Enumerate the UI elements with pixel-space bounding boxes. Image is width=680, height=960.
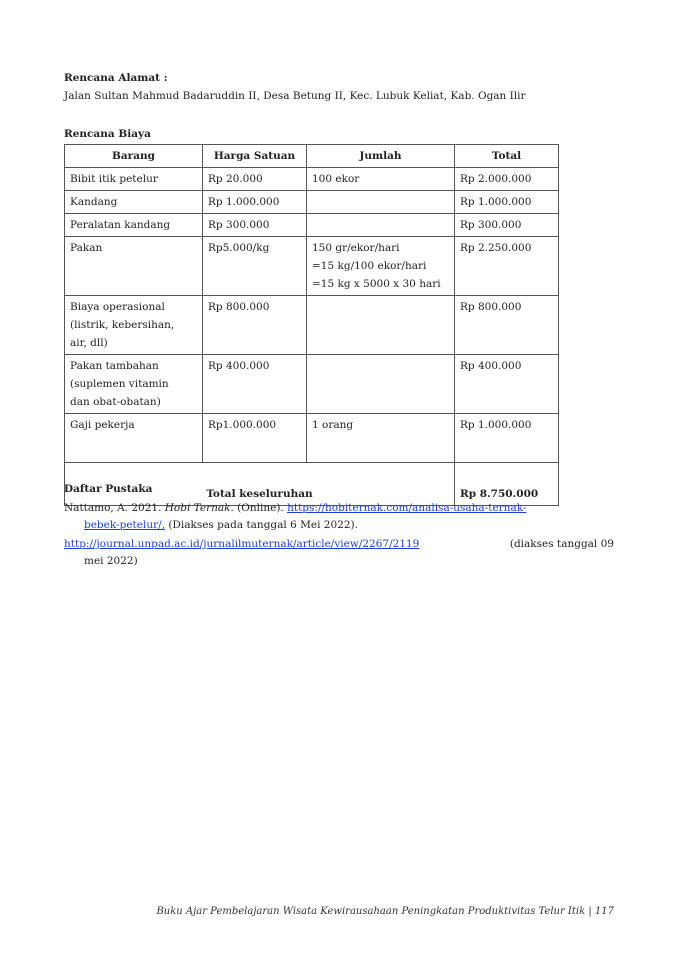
header-harga-satuan: Harga Satuan [203, 145, 307, 168]
cell-barang-line: (listrik, kebersihan, [70, 319, 175, 331]
cell-barang-line: Pakan tambahan [70, 360, 159, 372]
cell-barang [65, 355, 203, 414]
cell-barang-line: (suplemen vitamin [70, 378, 169, 390]
cell-barang-line: Bibit itik petelur [70, 173, 158, 185]
cell-jumlah [307, 237, 455, 296]
reference-1-accessed: (Diakses pada tanggal 6 Mei 2022). [168, 519, 358, 531]
cell-total: Rp 400.000 [455, 355, 559, 414]
cell-total: Rp 800.000 [455, 296, 559, 355]
cell-barang [65, 296, 203, 355]
reference-1-title: Hobi Ternak. [164, 502, 234, 514]
total-value: Rp 8.750.000 [455, 463, 559, 506]
footer-book-title: Buku Ajar Pembelajaran Wisata Kewirausahaan Peningkatan Produktivitas Telur Itik [156, 906, 586, 917]
reference-1 [64, 500, 614, 534]
cell-barang-line: Gaji pekerja [70, 419, 135, 431]
total-label: Total keseluruhan [65, 463, 455, 506]
header-jumlah: Jumlah [307, 145, 455, 168]
cost-table-row [65, 191, 559, 214]
header-barang: Barang [65, 145, 203, 168]
cell-barang-line: Kandang [70, 196, 118, 208]
reference-1-link-cont[interactable]: bebek-petelur/, [84, 519, 165, 531]
cell-harga-satuan: Rp 300.000 [203, 214, 307, 237]
reference-1-link[interactable]: https://hobiternak.com/analisa-usaha-ternak- [287, 502, 527, 514]
cell-total: Rp 1.000.000 [455, 414, 559, 463]
footer-page-number: | 117 [588, 906, 614, 917]
cell-barang-line: dan obat-obatan) [70, 396, 161, 408]
cell-barang-line: air, dll) [70, 337, 108, 349]
cell-jumlah-line: =15 kg/100 ekor/hari [312, 260, 427, 272]
cell-total: Rp 300.000 [455, 214, 559, 237]
cell-total: Rp 2.000.000 [455, 168, 559, 191]
cost-table-row [65, 414, 559, 463]
cell-barang-line: Biaya operasional [70, 301, 165, 313]
cost-table [64, 144, 559, 506]
reference-2-accessed-cont: mei 2022) [84, 555, 138, 567]
cost-table-row [65, 237, 559, 296]
cell-barang [65, 214, 203, 237]
cell-total: Rp 2.250.000 [455, 237, 559, 296]
reference-2-accessed: (diakses tanggal 09 [509, 538, 614, 550]
cell-barang [65, 168, 203, 191]
cell-jumlah-line: 150 gr/ekor/hari [312, 242, 400, 254]
reference-1-author: Nattamo, A. 2021. [64, 502, 162, 514]
cell-barang [65, 414, 203, 463]
cell-jumlah [307, 296, 455, 355]
cost-table-body [65, 168, 559, 463]
reference-1-online: (Online). [237, 502, 284, 514]
cell-barang-line: Peralatan kandang [70, 219, 171, 231]
reference-2 [64, 536, 614, 570]
cost-table-row [65, 168, 559, 191]
cell-harga-satuan: Rp 800.000 [203, 296, 307, 355]
reference-2-link[interactable]: http://journal.unpad.ac.id/jurnalilmuternak/article/view/2267/2119 [64, 538, 420, 550]
cell-barang-line: Pakan [70, 242, 103, 254]
cell-jumlah-line: 100 ekor [312, 173, 360, 185]
address-text: Jalan Sultan Mahmud Badaruddin II, Desa Betung II, Kec. Lubuk Keliat, Kab. Ogan Ilir [64, 90, 526, 102]
cell-jumlah-line: 1 orang [312, 419, 354, 431]
cell-jumlah-line: =15 kg x 5000 x 30 hari [312, 278, 441, 290]
cell-jumlah [307, 168, 455, 191]
address-heading: Rencana Alamat : [64, 72, 168, 84]
references-heading: Daftar Pustaka [64, 483, 153, 495]
cost-table-row [65, 296, 559, 355]
cell-jumlah [307, 214, 455, 237]
cell-harga-satuan: Rp5.000/kg [203, 237, 307, 296]
cost-table-row [65, 355, 559, 414]
cell-harga-satuan: Rp 400.000 [203, 355, 307, 414]
page-footer [156, 906, 614, 917]
cost-table-header-row [65, 145, 559, 168]
cost-table-row [65, 214, 559, 237]
cell-harga-satuan: Rp 1.000.000 [203, 191, 307, 214]
cell-jumlah [307, 191, 455, 214]
header-total: Total [455, 145, 559, 168]
cell-jumlah [307, 414, 455, 463]
cell-harga-satuan: Rp 20.000 [203, 168, 307, 191]
cell-total: Rp 1.000.000 [455, 191, 559, 214]
cost-plan-heading: Rencana Biaya [64, 128, 151, 140]
cell-jumlah [307, 355, 455, 414]
cell-barang [65, 191, 203, 214]
cell-harga-satuan: Rp1.000.000 [203, 414, 307, 463]
cell-barang [65, 237, 203, 296]
